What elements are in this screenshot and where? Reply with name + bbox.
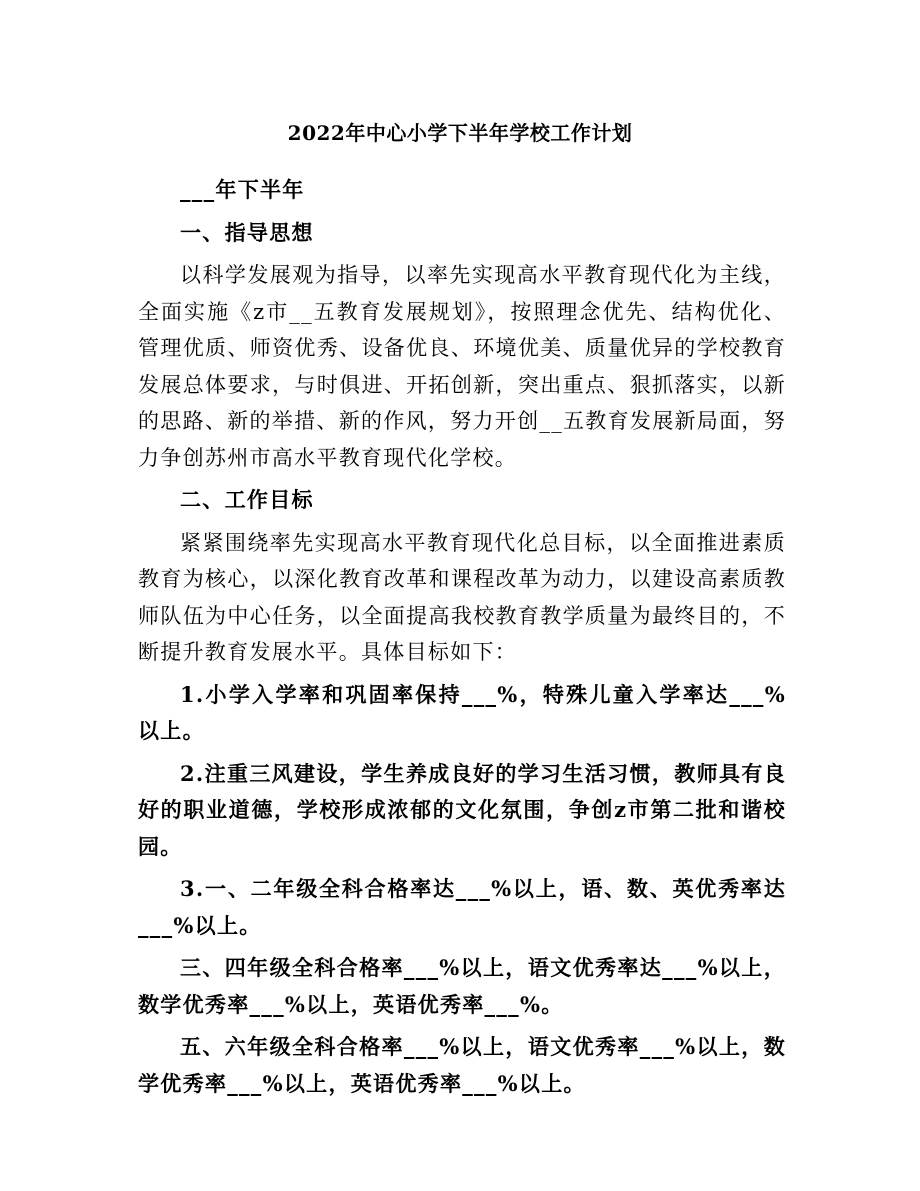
goal-item-5: 五、六年级全科合格率___%以上，语文优秀率___%以上，数学优秀率___%以上，英语优秀率___%以上。 (138, 1034, 786, 1096)
goal-item-4: 三、四年级全科合格率___%以上，语文优秀率达___%以上，数学优秀率___%以上，英语优秀率___%。 (138, 955, 786, 1017)
section-paragraph-guiding-ideology: 以科学发展观为指导，以率先实现高水平教育现代化为主线，全面实施《z市__五教育发展规划》，按照理念优先、结构优化、管理优质、师资优秀、设备优良、环境优美、质量优异的学校教育发展总体要求，与时俱进、开拓创新，突出重点、狠抓落实，以新的思路、新的举措、新的作风，努力开创__五教育发展新局面，努力争创苏州市高水平教育现代化学校。 (138, 263, 786, 470)
goal-item-3: 3.一、二年级全科合格率达___%以上，语、数、英优秀率达___%以上。 (138, 876, 786, 938)
document-title: 2022年中心小学下半年学校工作计划 (287, 121, 633, 145)
section-paragraph-work-goals: 紧紧围绕率先实现高水平教育现代化总目标，以全面推进素质教育为核心，以深化教育改革和课程改革为动力，以建设高素质教师队伍为中心任务，以全面提高我校教育教学质量为最终目的，不断提升教育发展水平。具体目标如下： (138, 530, 786, 664)
goal-item-2: 2.注重三风建设，学生养成良好的学习生活习惯，教师具有良好的职业道德，学校形成浓郁的文化氛围，争创z市第二批和谐校园。 (138, 760, 786, 859)
year-line: ___年下半年 (180, 177, 305, 202)
section-heading-guiding-ideology: 一、指导思想 (180, 219, 314, 245)
section-heading-work-goals: 二、工作目标 (180, 487, 314, 512)
goal-item-1: 1.小学入学率和巩固率保持___%，特殊儿童入学率达___%以上。 (138, 681, 786, 743)
document-body (138, 172, 786, 1108)
